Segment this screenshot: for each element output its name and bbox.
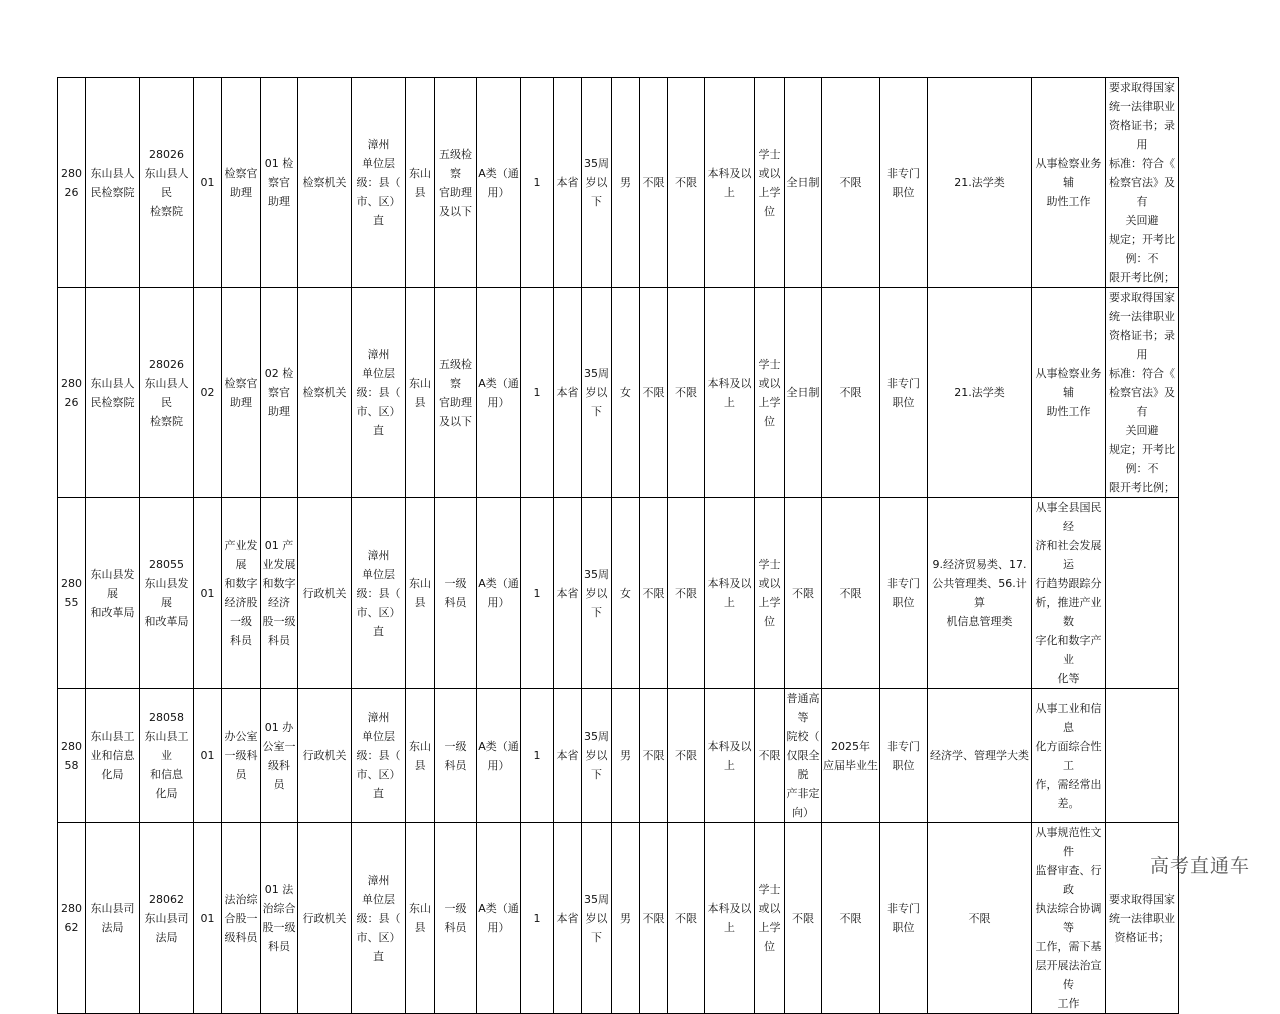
position-code-cell: 280 55 bbox=[58, 498, 86, 689]
position-seq-cell: 01 bbox=[194, 78, 222, 288]
political-status-cell: 不限 bbox=[668, 689, 705, 823]
hiring-count-cell: 1 bbox=[521, 288, 554, 498]
hiring-count-cell: 1 bbox=[521, 689, 554, 823]
household-origin-cell: 本省 bbox=[554, 78, 582, 288]
other-requirements-cell bbox=[1106, 689, 1179, 823]
degree-cell: 不限 bbox=[755, 689, 785, 823]
rank-cell: 五级检察 官助理 及以下 bbox=[435, 288, 477, 498]
organization-type-cell: 行政机关 bbox=[298, 823, 352, 1014]
position-name-cell: 法治综 合股一 级科员 bbox=[222, 823, 261, 1014]
age-limit-cell: 35周 岁以 下 bbox=[582, 689, 612, 823]
study-mode-cell: 全日制 bbox=[785, 288, 822, 498]
applicant-identity-cell: 不限 bbox=[822, 78, 880, 288]
unit-code-name-cell: 28055 东山县发展 和改革局 bbox=[140, 498, 194, 689]
position-name-cell: 检察官 助理 bbox=[222, 288, 261, 498]
position-full-name-cell: 01 办 公室一级科 员 bbox=[261, 689, 298, 823]
education-cell: 本科及以上 bbox=[705, 288, 755, 498]
applicant-identity-cell: 不限 bbox=[822, 288, 880, 498]
major-cell: 21.法学类 bbox=[928, 78, 1032, 288]
gender-cell: 男 bbox=[612, 689, 640, 823]
exam-category-cell: A类（通 用） bbox=[477, 78, 521, 288]
other-requirements-cell: 要求取得国家统一法律职业资格证书； bbox=[1106, 823, 1179, 1014]
age-limit-cell: 35周 岁以 下 bbox=[582, 78, 612, 288]
ethnicity-cell: 不限 bbox=[640, 689, 668, 823]
position-code-cell: 280 26 bbox=[58, 78, 86, 288]
special-position-cell: 非专门 职位 bbox=[880, 288, 928, 498]
area-cell: 东山县 bbox=[406, 689, 435, 823]
education-cell: 本科及以上 bbox=[705, 823, 755, 1014]
other-requirements-cell bbox=[1106, 498, 1179, 689]
position-seq-cell: 02 bbox=[194, 288, 222, 498]
table-row bbox=[58, 689, 1179, 823]
major-cell: 9.经济贸易类、17. 公共管理类、56.计算 机信息管理类 bbox=[928, 498, 1032, 689]
position-full-name-cell: 01 法 治综合 股一级 科员 bbox=[261, 823, 298, 1014]
ethnicity-cell: 不限 bbox=[640, 288, 668, 498]
duty-cell: 从事工业和信息 化方面综合性工 作，需经常出 差。 bbox=[1032, 689, 1106, 823]
special-position-cell: 非专门 职位 bbox=[880, 823, 928, 1014]
ethnicity-cell: 不限 bbox=[640, 498, 668, 689]
degree-cell: 学士 或以 上学 位 bbox=[755, 78, 785, 288]
position-code-cell: 280 58 bbox=[58, 689, 86, 823]
table-row bbox=[58, 78, 1179, 288]
unit-level-cell: 漳州 单位层级：县（ 市、区） 直 bbox=[352, 498, 406, 689]
unit-code-name-cell: 28026 东山县人民 检察院 bbox=[140, 288, 194, 498]
exam-category-cell: A类（通 用） bbox=[477, 689, 521, 823]
organization-type-cell: 检察机关 bbox=[298, 78, 352, 288]
unit-level-cell: 漳州 单位层级：县（ 市、区） 直 bbox=[352, 823, 406, 1014]
applicant-identity-cell: 不限 bbox=[822, 498, 880, 689]
table-row bbox=[58, 288, 1179, 498]
unit-level-cell: 漳州 单位层级：县（ 市、区） 直 bbox=[352, 78, 406, 288]
household-origin-cell: 本省 bbox=[554, 288, 582, 498]
gender-cell: 男 bbox=[612, 78, 640, 288]
age-limit-cell: 35周 岁以 下 bbox=[582, 823, 612, 1014]
major-cell: 经济学、管理学大类 bbox=[928, 689, 1032, 823]
study-mode-cell: 普通高等 院校（ 仅限全脱 产非定 向） bbox=[785, 689, 822, 823]
organization-type-cell: 检察机关 bbox=[298, 288, 352, 498]
table-row bbox=[58, 498, 1179, 689]
political-status-cell: 不限 bbox=[668, 823, 705, 1014]
position-name-cell: 产业发展 和数字 经济股一级 科员 bbox=[222, 498, 261, 689]
ethnicity-cell: 不限 bbox=[640, 78, 668, 288]
applicant-identity-cell: 2025年 应届毕业生 bbox=[822, 689, 880, 823]
rank-cell: 一级 科员 bbox=[435, 823, 477, 1014]
education-cell: 本科及以上 bbox=[705, 689, 755, 823]
other-requirements-cell: 要求取得国家 统一法律职业 资格证书；录用 标准：符合《 检察官法》及有 关回避 规定；开考比 例：不 限开考比例； bbox=[1106, 78, 1179, 288]
organization-cell: 东山县工 业和信息 化局 bbox=[86, 689, 140, 823]
duty-cell: 从事全县国民经 济和社会发展运 行趋势跟踪分 析，推进产业数 字化和数字产业 化等 bbox=[1032, 498, 1106, 689]
education-cell: 本科及以上 bbox=[705, 498, 755, 689]
rank-cell: 一级 科员 bbox=[435, 498, 477, 689]
degree-cell: 学士 或以 上学 位 bbox=[755, 498, 785, 689]
unit-code-name-cell: 28026 东山县人民 检察院 bbox=[140, 78, 194, 288]
study-mode-cell: 全日制 bbox=[785, 78, 822, 288]
special-position-cell: 非专门 职位 bbox=[880, 689, 928, 823]
political-status-cell: 不限 bbox=[668, 498, 705, 689]
special-position-cell: 非专门 职位 bbox=[880, 78, 928, 288]
education-cell: 本科及以上 bbox=[705, 78, 755, 288]
gender-cell: 女 bbox=[612, 288, 640, 498]
recruitment-table bbox=[57, 77, 1179, 1014]
position-full-name-cell: 01 产 业发展 和数字经济 股一级科员 bbox=[261, 498, 298, 689]
unit-level-cell: 漳州 单位层级：县（ 市、区） 直 bbox=[352, 689, 406, 823]
area-cell: 东山县 bbox=[406, 498, 435, 689]
position-seq-cell: 01 bbox=[194, 689, 222, 823]
study-mode-cell: 不限 bbox=[785, 823, 822, 1014]
organization-type-cell: 行政机关 bbox=[298, 498, 352, 689]
area-cell: 东山县 bbox=[406, 78, 435, 288]
unit-code-name-cell: 28058 东山县工业 和信息 化局 bbox=[140, 689, 194, 823]
unit-level-cell: 漳州 单位层级：县（ 市、区） 直 bbox=[352, 288, 406, 498]
hiring-count-cell: 1 bbox=[521, 78, 554, 288]
organization-cell: 东山县人 民检察院 bbox=[86, 78, 140, 288]
exam-category-cell: A类（通 用） bbox=[477, 498, 521, 689]
political-status-cell: 不限 bbox=[668, 78, 705, 288]
watermark-text: 高考直通车 bbox=[1149, 855, 1250, 877]
rank-cell: 五级检察 官助理 及以下 bbox=[435, 78, 477, 288]
hiring-count-cell: 1 bbox=[521, 823, 554, 1014]
gender-cell: 男 bbox=[612, 823, 640, 1014]
position-full-name-cell: 01 检 察官 助理 bbox=[261, 78, 298, 288]
household-origin-cell: 本省 bbox=[554, 823, 582, 1014]
position-name-cell: 办公室 一级科 员 bbox=[222, 689, 261, 823]
hiring-count-cell: 1 bbox=[521, 498, 554, 689]
ethnicity-cell: 不限 bbox=[640, 823, 668, 1014]
household-origin-cell: 本省 bbox=[554, 689, 582, 823]
organization-type-cell: 行政机关 bbox=[298, 689, 352, 823]
duty-cell: 从事规范性文件 监督审查、行政 执法综合协调等 工作，需下基 层开展法治宣传 工作 bbox=[1032, 823, 1106, 1014]
position-name-cell: 检察官 助理 bbox=[222, 78, 261, 288]
rank-cell: 一级 科员 bbox=[435, 689, 477, 823]
organization-cell: 东山县发展 和改革局 bbox=[86, 498, 140, 689]
major-cell: 21.法学类 bbox=[928, 288, 1032, 498]
position-code-cell: 280 26 bbox=[58, 288, 86, 498]
duty-cell: 从事检察业务辅 助性工作 bbox=[1032, 78, 1106, 288]
area-cell: 东山县 bbox=[406, 823, 435, 1014]
duty-cell: 从事检察业务辅 助性工作 bbox=[1032, 288, 1106, 498]
exam-category-cell: A类（通 用） bbox=[477, 823, 521, 1014]
unit-code-name-cell: 28062 东山县司 法局 bbox=[140, 823, 194, 1014]
position-code-cell: 280 62 bbox=[58, 823, 86, 1014]
other-requirements-cell: 要求取得国家 统一法律职业 资格证书；录用 标准：符合《 检察官法》及有 关回避 规定；开考比 例：不 限开考比例； bbox=[1106, 288, 1179, 498]
degree-cell: 学士 或以 上学 位 bbox=[755, 823, 785, 1014]
study-mode-cell: 不限 bbox=[785, 498, 822, 689]
area-cell: 东山县 bbox=[406, 288, 435, 498]
position-seq-cell: 01 bbox=[194, 498, 222, 689]
organization-cell: 东山县人 民检察院 bbox=[86, 288, 140, 498]
age-limit-cell: 35周 岁以 下 bbox=[582, 288, 612, 498]
major-cell: 不限 bbox=[928, 823, 1032, 1014]
table-row bbox=[58, 823, 1179, 1014]
degree-cell: 学士 或以 上学 位 bbox=[755, 288, 785, 498]
age-limit-cell: 35周 岁以 下 bbox=[582, 498, 612, 689]
household-origin-cell: 本省 bbox=[554, 498, 582, 689]
special-position-cell: 非专门 职位 bbox=[880, 498, 928, 689]
exam-category-cell: A类（通 用） bbox=[477, 288, 521, 498]
position-full-name-cell: 02 检 察官 助理 bbox=[261, 288, 298, 498]
organization-cell: 东山县司 法局 bbox=[86, 823, 140, 1014]
political-status-cell: 不限 bbox=[668, 288, 705, 498]
position-seq-cell: 01 bbox=[194, 823, 222, 1014]
gender-cell: 女 bbox=[612, 498, 640, 689]
applicant-identity-cell: 不限 bbox=[822, 823, 880, 1014]
